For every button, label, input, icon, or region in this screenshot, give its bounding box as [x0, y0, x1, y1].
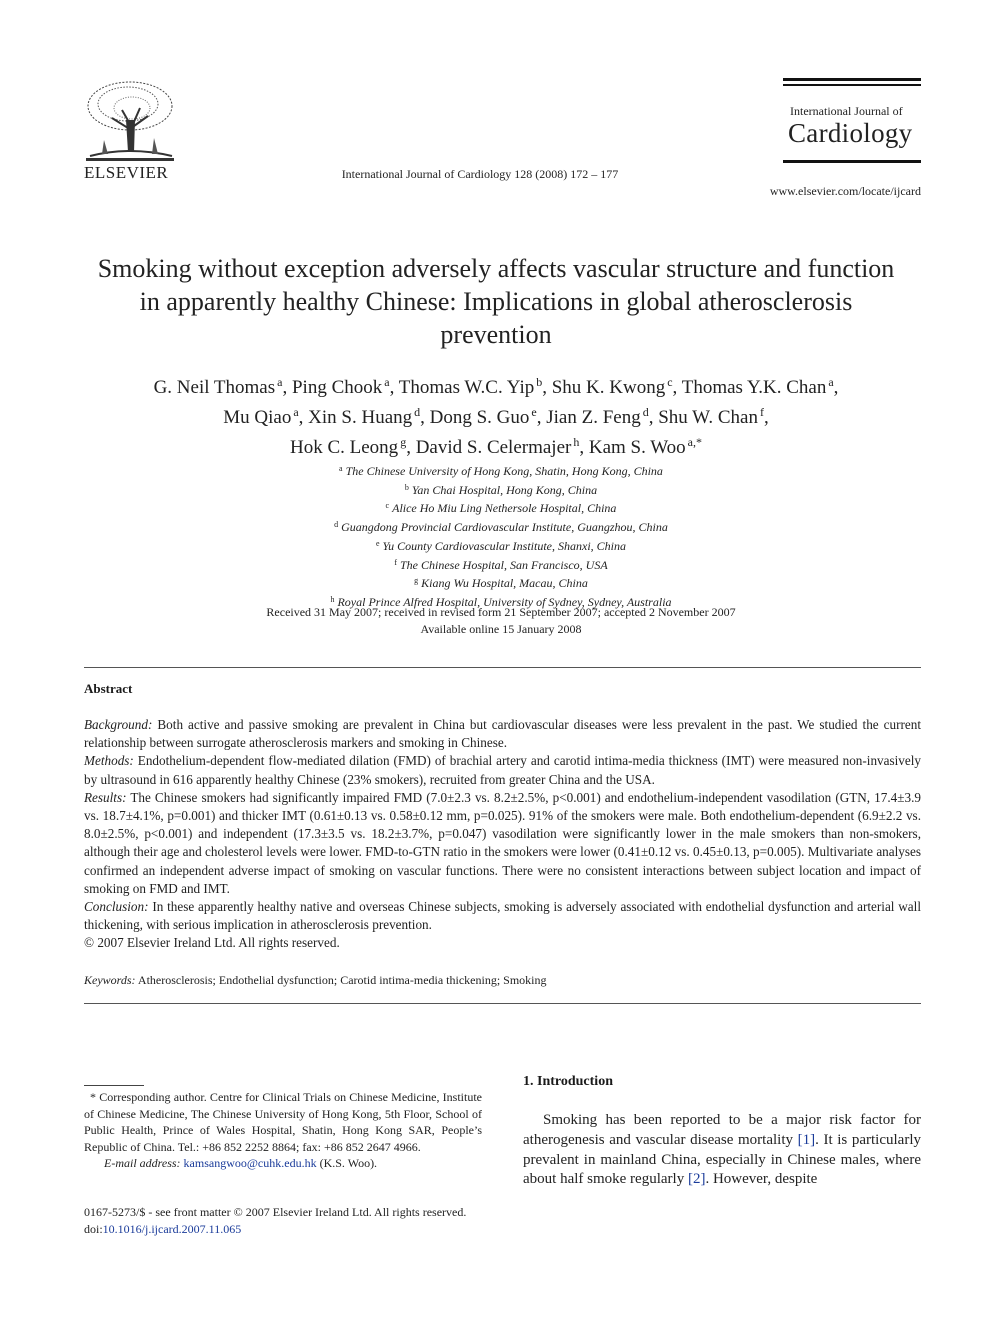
journal-name-large: Cardiology: [788, 118, 913, 148]
introduction-body: Smoking has been reported to be a major risk factor for atherogenesis and vascular disease mortality [1]. It is particularly prevalent in mainland China, especially in Chinese males, where about half smoke regularly [2]. However, despite: [523, 1112, 921, 1188]
abstract-background: Background: Both active and passive smoking are prevalent in China but cardiovascular diseases were less prevalent in the past. We studied the current relationship between surrogate atherosclerosis markers and smoking in Chinese.: [84, 717, 922, 751]
author[interactable]: Ping Chook $^a$: [291, 375, 390, 398]
abstract-top-divider: [84, 667, 921, 668]
keywords: [84, 973, 921, 988]
author[interactable]: Dong S. Guo $^e$: [429, 405, 537, 428]
introduction-heading: 1. Introduction: [523, 1074, 613, 1089]
author[interactable]: Xin S. Huang $^d$: [308, 405, 421, 428]
reference-link[interactable]: [2]: [687, 1171, 706, 1188]
article-title: Smoking without exception adversely affects vascular structure and function in apparently healthy Chinese: Implications in global atherosclerosis prevention: [97, 254, 895, 349]
affiliation-list: [150, 461, 852, 611]
affiliation: $^d$ Guangdong Provincial Cardiovascular Institute, Guangzhou, China: [334, 520, 668, 535]
available-online-date: Available online 15 January 2008: [420, 622, 582, 636]
abstract-results: Results: The Chinese smokers had significantly impaired FMD (7.0±2.3 vs. 8.2±2.5%, p<0.001) and endothelium-independent vasodilation (GTN, 17.4±3.9 vs. 18.7±4.1%, p=0.001) and thicker IMT (0.61±0.13 vs. 0.58±0.12 mm, p=0.025). 91% of the smokers were male. Both endothelium-dependent (6.9±2.2 vs. 8.0±2.5%, p<0.001) and independent (17.3±3.5 vs. 18.2±3.7%, p=0.047) vasodilation were significantly lower in the male smokers than non-smokers, although their age and cholesterol levels were lower. FMD-to-GTN ratio in the smokers were lower (0.41±0.12 vs. 0.45±0.13, p=0.005). Multivariate analyses confirmed an independent adverse impact of smoking on vascular functions. There were no consistent interactions between subject location and impact of smoking on FMD and IMT.: [84, 789, 921, 896]
author[interactable]: Mu Qiao $^a$: [223, 405, 299, 428]
journal-masthead-rules: [783, 78, 921, 89]
reference-link[interactable]: [1]: [797, 1131, 816, 1148]
affiliation: $^h$ Royal Prince Alfred Hospital, University of Sydney, Sydney, Australia: [330, 594, 672, 609]
abstract-conclusion: Conclusion: In these apparently healthy native and overseas Chinese subjects, smoking is adversely associated with endothelial dysfunction and arterial wall thickening, with serious implication in atherosclerosis prevention.: [84, 899, 921, 933]
affiliation: $^g$ Kiang Wu Hospital, Macau, China: [414, 576, 588, 591]
author[interactable]: Jian Z. Feng $^d$: [546, 405, 649, 428]
keywords-label: Keywords:: [84, 973, 136, 987]
author[interactable]: Shu K. Kwong $^c$: [551, 375, 673, 398]
abstract-body: [84, 716, 921, 953]
email-link[interactable]: kamsangwoo@cuhk.edu.hk: [183, 1156, 317, 1170]
journal-name-small: International Journal of: [790, 104, 903, 118]
abstract-methods: Methods: Endothelium-dependent flow-mediated dilation (FMD) of brachial artery and carotid intima-media thickness (IMT) were measured non-invasively by ultrasound in 616 apparently healthy Chinese (23% smokers), recruited from greater China and the USA.: [84, 753, 921, 787]
corresponding-author-text: * Corresponding author. Centre for Clinical Trials on Chinese Medicine, Institute of Chinese Medicine, The Chinese University of Hong Kong, 5th Floor, School of Public Health, Prince of Wales Hospital, Shatin, Hong Kong SAR, People’s Republic of China. Tel.: +86 852 2252 8864; fax: +86 852 2647 4966.: [84, 1090, 482, 1154]
affiliation: $^c$ Alice Ho Miu Ling Nethersole Hospital, China: [385, 501, 617, 516]
journal-url-link[interactable]: www.elsevier.com/locate/ijcard: [769, 184, 921, 198]
author[interactable]: Thomas Y.K. Chan $^a$: [681, 375, 834, 398]
received-dates: Received 31 May 2007; received in revised form 21 September 2007; accepted 2 November 2007: [266, 605, 736, 619]
keywords-text: Atherosclerosis; Endothelial dysfunction; Carotid intima-media thickening; Smoking: [137, 973, 547, 987]
journal-citation: International Journal of Cardiology 128 (2008) 172 – 177: [341, 167, 619, 181]
doi-line: doi:10.1016/j.ijcard.2007.11.065: [84, 1221, 242, 1236]
affiliation: $^b$ Yan Chai Hospital, Hong Kong, China: [404, 482, 598, 497]
author[interactable]: Kam S. Woo $^{a,*}$: [588, 435, 702, 458]
corresponding-author-footnote: [84, 1089, 482, 1172]
front-matter: [84, 1204, 544, 1237]
abstract-heading: Abstract: [84, 681, 133, 696]
author[interactable]: G. Neil Thomas $^a$: [153, 375, 283, 398]
affiliation: $^f$ The Chinese Hospital, San Francisco, USA: [394, 557, 608, 572]
abstract-bottom-divider: [84, 1003, 921, 1004]
doi-link[interactable]: 10.1016/j.ijcard.2007.11.065: [102, 1221, 242, 1236]
issn-line: 0167-5273/$ - see front matter © 2007 Elsevier Ireland Ltd. All rights reserved.: [84, 1205, 467, 1219]
abstract-copyright: © 2007 Elsevier Ireland Ltd. All rights reserved.: [84, 935, 340, 951]
author[interactable]: Hok C. Leong $^g$: [290, 435, 407, 458]
article-dates: [150, 604, 852, 638]
affiliation: $^a$ The Chinese University of Hong Kong, Shatin, Hong Kong, China: [339, 464, 663, 478]
author[interactable]: David S. Celermajer $^h$: [415, 435, 580, 458]
author[interactable]: Shu W. Chan $^f$: [658, 405, 764, 428]
journal-masthead-bottom-rule: [783, 160, 921, 163]
author[interactable]: Thomas W.C. Yip $^b$: [398, 375, 543, 398]
author-list: G. Neil Thomas $^a$, Ping Chook $^a$, Thomas W.C. Yip $^b$, Shu K. Kwong $^c$, Thomas Y.K. Chan $^a$, Mu Qiao $^a$, Xin S. Huang $^d$, Dong S. Guo $^e$, Jian Z. Feng $^d$, Shu W. Chan $^f$, Hok C. Leong $^g$, David S. Celermajer $^h$, Kam S. Woo $^{a,*}$: [153, 375, 839, 458]
affiliation: $^e$ Yu County Cardiovascular Institute, Shanxi, China: [375, 538, 626, 553]
email-line: E-mail address: kamsangwoo@cuhk.edu.hk (K.S. Woo).: [104, 1156, 378, 1170]
footnote-rule: [84, 1085, 144, 1086]
publisher-name: ELSEVIER: [84, 163, 169, 182]
